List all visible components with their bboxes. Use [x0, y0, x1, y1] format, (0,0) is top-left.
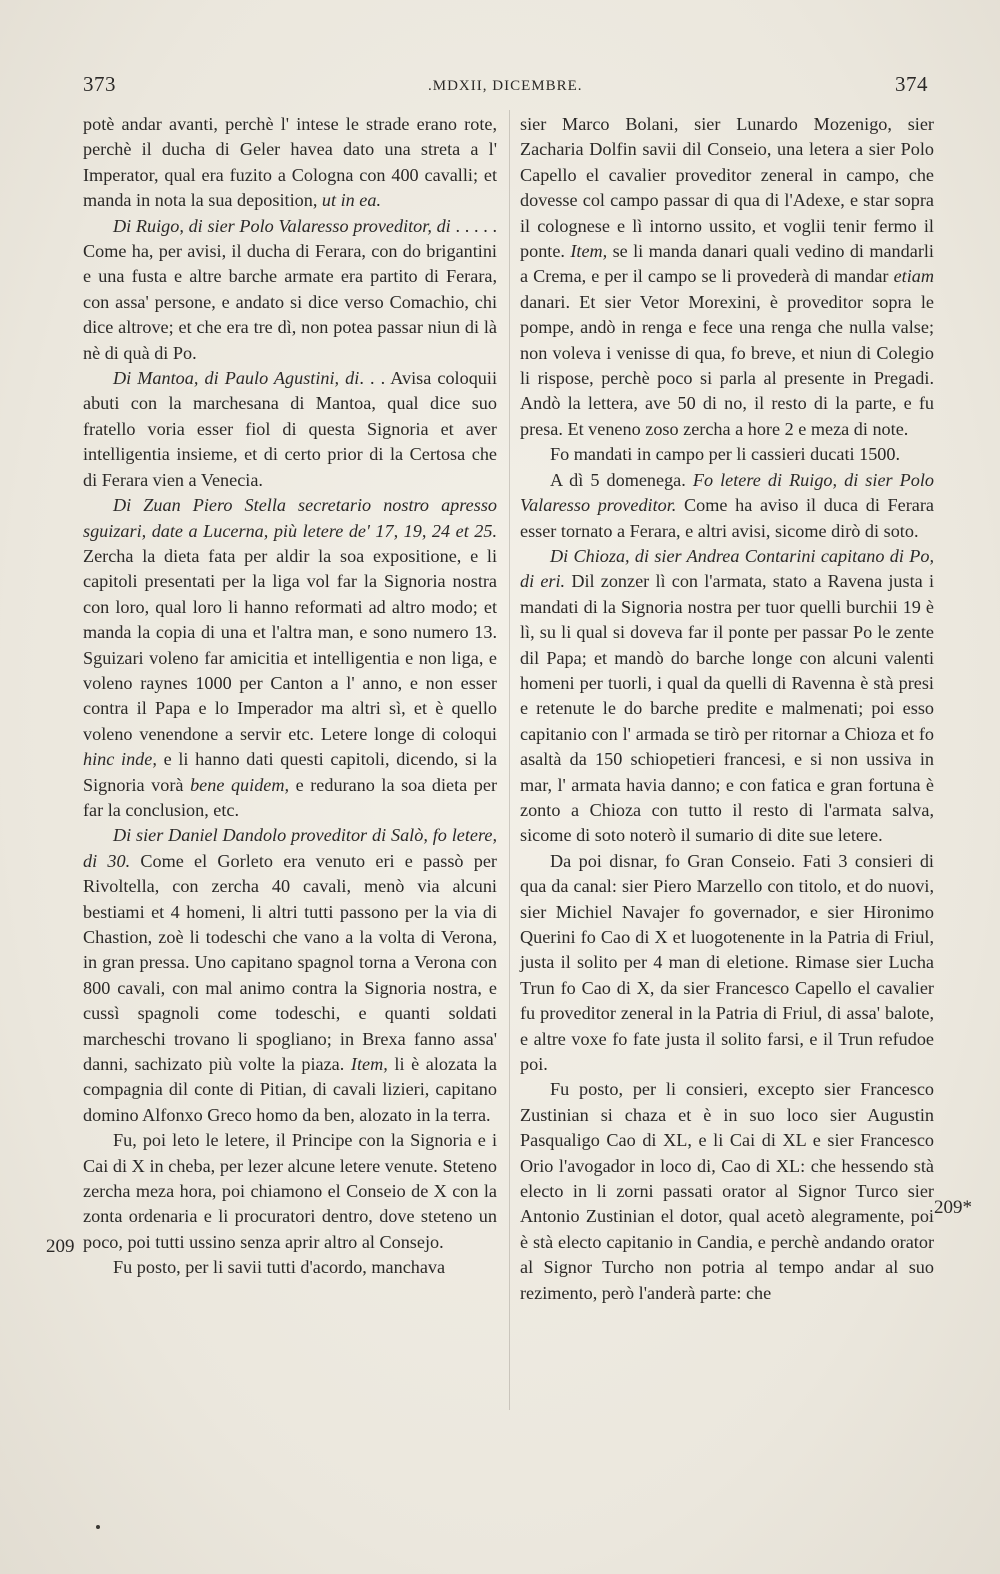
text-run: sier Marco Bolani, sier Lunardo Mozenigo, sier Zacharia Dolfin savii dil Conseio, una letera a sier Polo Capello el cavalier proveditor zeneral in campo, che dovesse col campo passar di qua di l'Adexe, e star sopra il colognese e lì intorno ussito, et voglii tenir fermo il ponte.: [520, 114, 934, 262]
italic-text: bene quidem,: [190, 774, 290, 795]
text-run: Fu posto, per li consieri, excepto sier Francesco Zustinian si chaza et è in suo loco sier Augustin Pasqualigo Cao di XL, e li Cai di XL e sier Francesco Orio l'avogador in loco di, Cao di XL: che hessendo stà electo in li zorni passati orator al Signor Turco sier Antonio Zustinian el dotor, qual acetò alegramente, poi è stà electo capitanio in Candia, e perchè andando orator al Signor Turcho non potria al tempo andar al suo rezimento, però l'anderà parte: che: [520, 1079, 934, 1303]
text-run: danari. Et sier Vetor Morexini, è proveditor sopra le pompe, andò in renga e fece una renga che nulla valse; non voleva i venisse di qua, fo breve, et niun di Colegio li rispose, perchè poco si parla al presente in Pregadi. Andò la lettera, ave 50 di no, il resto di la parte, e fu presa. Et veneno zoso zercha a hore 2 e meza di note.: [520, 291, 934, 439]
text-run: Come ha aviso il duca di Ferara esser tornato a Ferara, e altri avisi, sicome dirò di soto.: [520, 495, 934, 541]
text-run: li è alozata la compagnia dil conte di Pitian, di cavali lizieri, capitano domino Alfonxo Greco homo da ben, alozato in la terra.: [83, 1054, 498, 1125]
italic-text: Di Zuan Piero Stella secretario nostro apresso sguizari, date a Lucerna, più letere de' 17, 19, 24 et 25.: [83, 495, 497, 541]
paragraph: [83, 1255, 497, 1280]
paragraph: [83, 112, 497, 214]
paragraph: [520, 468, 934, 544]
text-run: . . . Avisa coloquii abuti con la marchesana di Mantoa, qual dice suo fratello voria esser fiol di questa Signoria et aver intelligentia insieme, et di certo prior di la Certosa che di Ferara vien a Venecia.: [83, 368, 497, 490]
italic-text: Item,: [350, 1054, 388, 1075]
column-divider: [509, 110, 510, 1410]
paragraph: [83, 214, 497, 366]
italic-text: hinc inde,: [83, 749, 157, 770]
margin-note-right: 209*: [934, 1197, 972, 1218]
paragraph: [83, 493, 497, 823]
text-run: Come el Gorleto era venuto eri e passò per Rivoltella, con zercha 40 cavali, menò via alcuni bestiami et 4 homeni, li altri tutti passono per la via di Chastion, zoè li todeschi che vano a la volta di Verona, in gran pressa. Uno capitano spagnol torna a Verona con 800 cavali, con mal animo contra la Signoria nostra, e cussì spagnoli come todeschi, e quanti soldati marcheschi trovano li spogliano; in Brexa fanno assa' danni, sachizato più volte la piaza.: [83, 850, 497, 1075]
text-run: Zercha la dieta fata per aldir la soa expositione, e li capitoli presentati per la liga vol far la Signoria nostra con loro, qual loro li hanno reformati ad altro modo; et manda la copia di una et l'altra man, e sono numero 13. Sguizari voleno far amicitia et intelligentia e non liga, e voleno raynes 1000 per Canton a l' anno, e non esser contra il Papa e lo Imperador ma altri sì, et è quello voleno venendone a servir etc. Letere longe di coloqui: [83, 545, 497, 744]
text-run: . . . . . Come ha, per avisi, il ducha di Ferara, con do brigantini e una fusta e altre barche armate era partito di Ferara, con assa' persone, e andato si dice verso Comachio, chi dice altrove; et che era tre dì, non potea passar niun di là nè di quà di Po.: [83, 215, 498, 363]
italic-text: Fo letere di Ruigo, di sier Polo Valaresso proveditor.: [520, 469, 934, 516]
text-run: potè andar avanti, perchè l' intese le strade erano rote, perchè il ducha di Geler havea dato una streta a l' Imperator, qual era fuzito a Cologna con 400 cavalli; et manda in nota la sua deposition,: [83, 114, 497, 211]
text-run: e redurano la soa dieta per far la conclusion, etc.: [83, 774, 498, 820]
text-run: Fu, poi leto le letere, il Principe con la Signoria e i Cai di X in cheba, per lezer alcune letere venute. Steteno zercha meza hora, poi chiamono el Conseio de X con la zonta ordenaria e li procuratori dentro, dove steteno un poco, poi tutti ussino senza aprir altro al Consejo.: [83, 1130, 497, 1252]
margin-note-left: 209: [46, 1236, 75, 1257]
page-number-left: 373: [83, 72, 116, 96]
page-number-right: 374: [895, 72, 928, 96]
italic-text: Di sier Daniel Dandolo proveditor di Salò, fo letere, di 30.: [83, 825, 497, 871]
paragraph: [83, 823, 497, 1128]
text-run: se li manda danari quali vedino di mandarli a Crema, e per il campo se li proveder​à di mandar: [520, 241, 934, 287]
text-run: Da poi disnar, fo Gran Conseio. Fati 3 consieri di qua da canal: sier Piero Marzello con titolo, et do nuovi, sier Michiel Navajer fo governador, e sier Hironimo Querini fo Cao di X et luogotenente in la Patria di Friul, justa il solito per 4 man di eletione. Rimase sier Lucha Trun fo Cao di X, da sier Francesco Capello el cavalier fu proveditor zeneral in la Patria di Friul, di assa' balote, e altre voxe fo fate justa il solito farsi, e il Trun refudoe poi.: [520, 850, 934, 1075]
italic-text: Di Ruigo, di sier Polo Valaresso proveditor, di: [113, 215, 451, 236]
ink-dot: [96, 1525, 100, 1529]
italic-text: Di Chioza, di sier Andrea Contarini capitano di Po, di eri.: [520, 545, 934, 592]
text-run: Fo mandati in campo per li cassieri ducati 1500.: [550, 444, 901, 465]
text-run: A dì 5 domenega.: [550, 469, 693, 490]
running-header: .MDXII, DICEMBRE.: [428, 78, 583, 94]
italic-text: Di Mantoa, di Paulo Agustini, di: [113, 368, 360, 389]
paragraph: [83, 366, 497, 493]
paragraph: [520, 849, 934, 1078]
left-column: [83, 112, 497, 1281]
paragraph: [520, 442, 934, 467]
italic-text: etiam: [893, 266, 934, 287]
text-run: Fu posto, per li savii tutti d'acordo, manchava: [113, 1257, 446, 1278]
text-run: Dil zonzer lì con l'armata, stato a Ravena justa i mandati di la Signoria nostra per tuor quelli burchii 19 è lì, su li qual si doveva far il ponte per passar Po le zente dil Papa; et mandò do barche longe con alcuni valenti homeni per tuorli, i qual da quelli di Ravenna è stà presi e retenute le do barche predite e malmenati; poi esso capitanio con l' armada se tirò per ritornar a Chioza et fo asaltà da 150 schiopetieri francesi, e si non ussiva in mar, l' armata havia danno; e con fatica e gran fortuna è zonto a Chioza con tutto il resto di l'armata salva, sicome di soto noterò il sumario di dite sue letere.: [520, 571, 934, 846]
paragraph: [83, 1128, 497, 1255]
right-column: [520, 112, 934, 1306]
paragraph: [520, 112, 934, 442]
paragraph: [520, 544, 934, 849]
text-run: e li hanno dati questi capitoli, dicendo, si la Signoria vorà: [83, 749, 497, 795]
italic-text: Item,: [570, 241, 608, 262]
paragraph: [520, 1077, 934, 1306]
italic-text: ut in ea.: [321, 190, 382, 211]
